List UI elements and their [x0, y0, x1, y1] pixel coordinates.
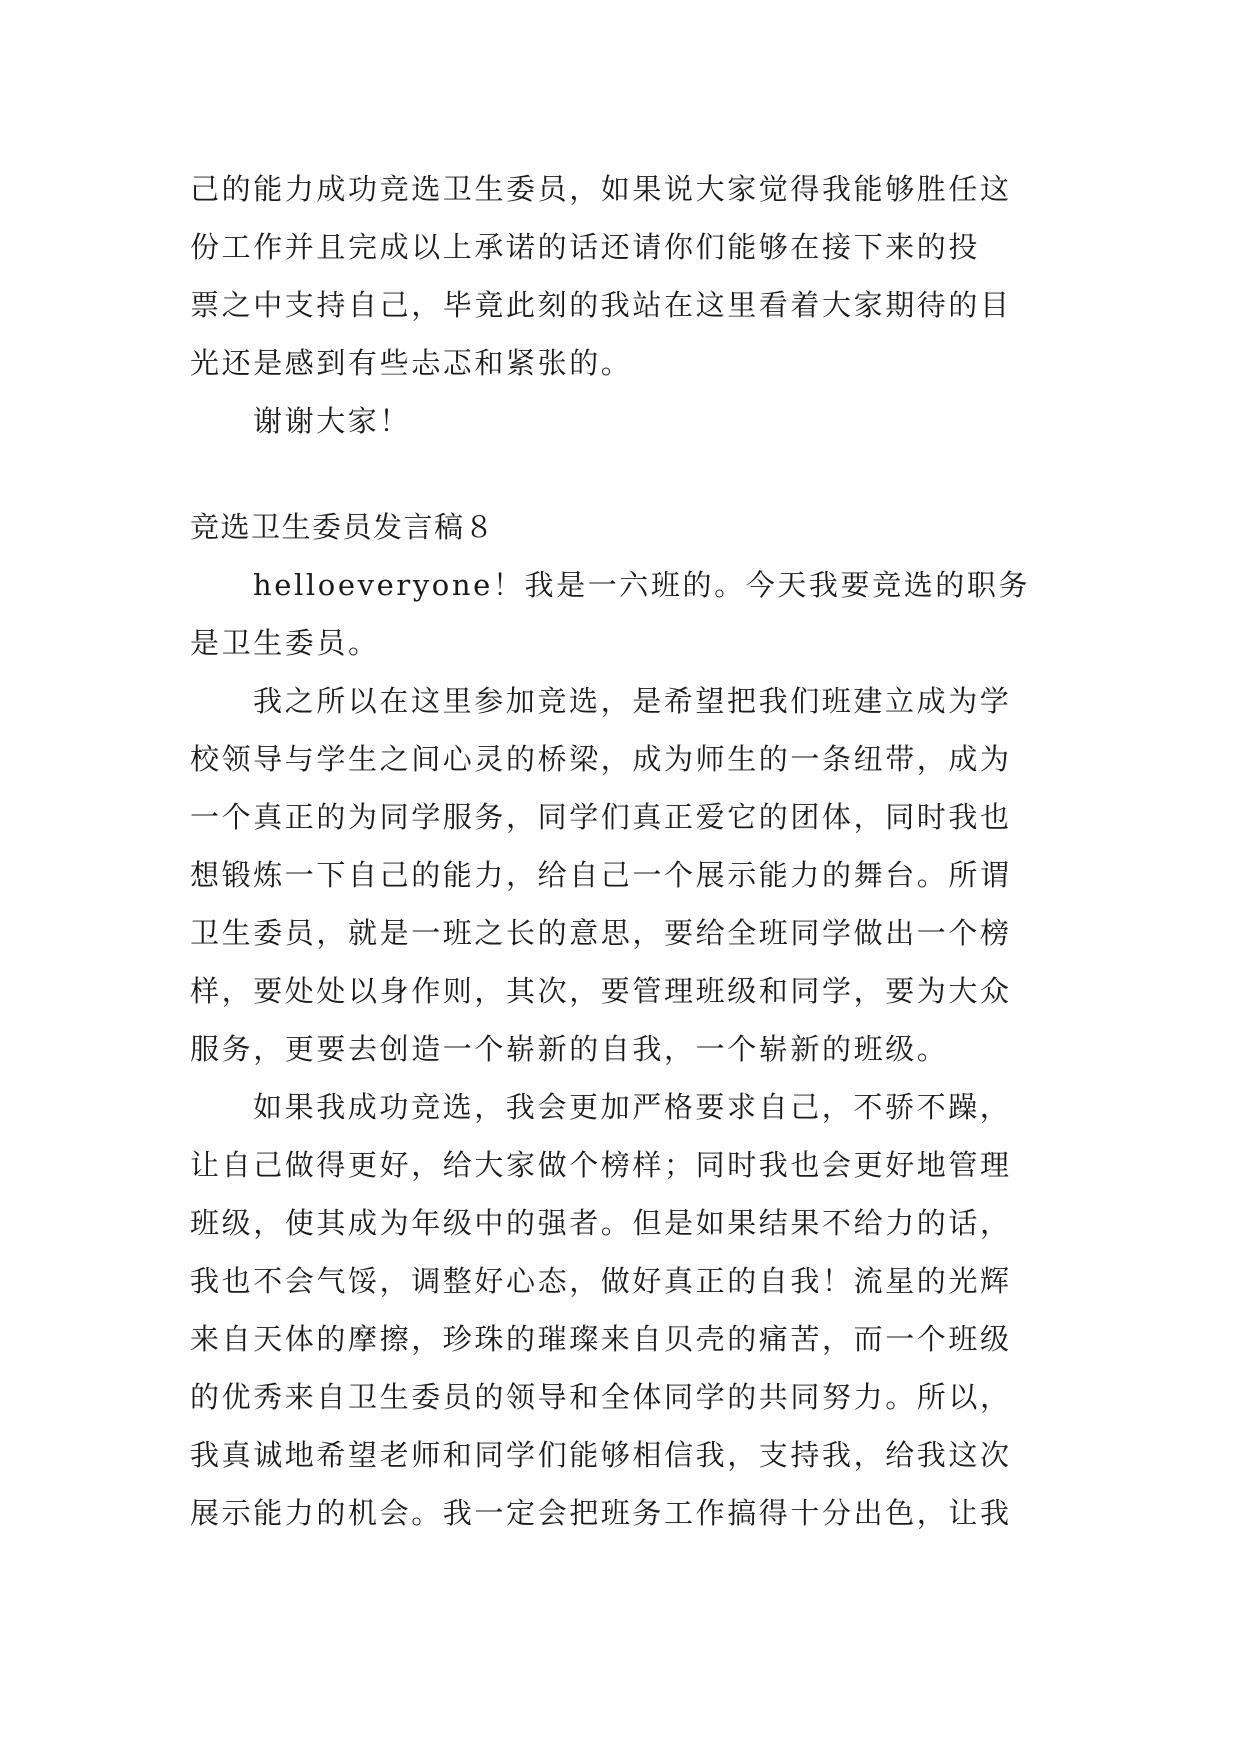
- paragraph-line: 光还是感到有些忐忑和紧张的。: [190, 346, 633, 380]
- paragraph-line: 我真诚地希望老师和同学们能够相信我，支持我，给我这次: [190, 1438, 1012, 1472]
- paragraph-line: 样，要处处以身作则，其次，要管理班级和同学，要为大众: [190, 974, 1012, 1008]
- paragraph-line: 想锻炼一下自己的能力，给自己一个展示能力的舞台。所谓: [190, 858, 1012, 892]
- paragraph-line: 如果我成功竞选，我会更加严格要求自己，不骄不躁，: [253, 1090, 1012, 1124]
- paragraph-line: 展示能力的机会。我一定会把班务工作搞得十分出色，让我: [190, 1496, 1012, 1530]
- thanks-line: 谢谢大家！: [253, 404, 412, 438]
- intro-paragraph: [190, 160, 1050, 392]
- paragraph-line: helloeveryone！我是一六班的。今天我要竞选的职务: [253, 568, 1031, 602]
- paragraph-3: [190, 1078, 1050, 1542]
- paragraph-line: 服务，更要去创造一个崭新的自我，一个崭新的班级。: [190, 1032, 949, 1066]
- section-title: 竞选卫生委员发言稿８: [190, 510, 496, 544]
- paragraph-2: [190, 672, 1050, 1078]
- paragraph-line: 己的能力成功竞选卫生委员，如果说大家觉得我能够胜任这: [190, 172, 1012, 206]
- paragraph-line: 的优秀来自卫生委员的领导和全体同学的共同努力。所以，: [190, 1380, 1012, 1414]
- paragraph-line: 卫生委员，就是一班之长的意思，要给全班同学做出一个榜: [190, 916, 1012, 950]
- paragraph-line: 票之中支持自己，毕竟此刻的我站在这里看着大家期待的目: [190, 288, 1012, 322]
- paragraph-line: 校领导与学生之间心灵的桥梁，成为师生的一条纽带，成为: [190, 742, 1012, 776]
- document-body: [190, 160, 1050, 1542]
- paragraph-1: [190, 556, 1050, 672]
- paragraph-line: 份工作并且完成以上承诺的话还请你们能够在接下来的投: [190, 230, 981, 264]
- paragraph-line: 让自己做得更好，给大家做个榜样；同时我也会更好地管理: [190, 1148, 1012, 1182]
- paragraph-line: 班级，使其成为年级中的强者。但是如果结果不给力的话，: [190, 1206, 1012, 1240]
- paragraph-line: 一个真正的为同学服务，同学们真正爱它的团体，同时我也: [190, 800, 1012, 834]
- paragraph-line: 是卫生委员。: [190, 626, 380, 660]
- paragraph-line: 我之所以在这里参加竞选，是希望把我们班建立成为学: [253, 684, 1012, 718]
- section-spacer: [190, 450, 1050, 498]
- paragraph-line: 来自天体的摩擦，珍珠的璀璨来自贝壳的痛苦，而一个班级: [190, 1322, 1012, 1356]
- paragraph-line: 我也不会气馁，调整好心态，做好真正的自我！流星的光辉: [190, 1264, 1012, 1298]
